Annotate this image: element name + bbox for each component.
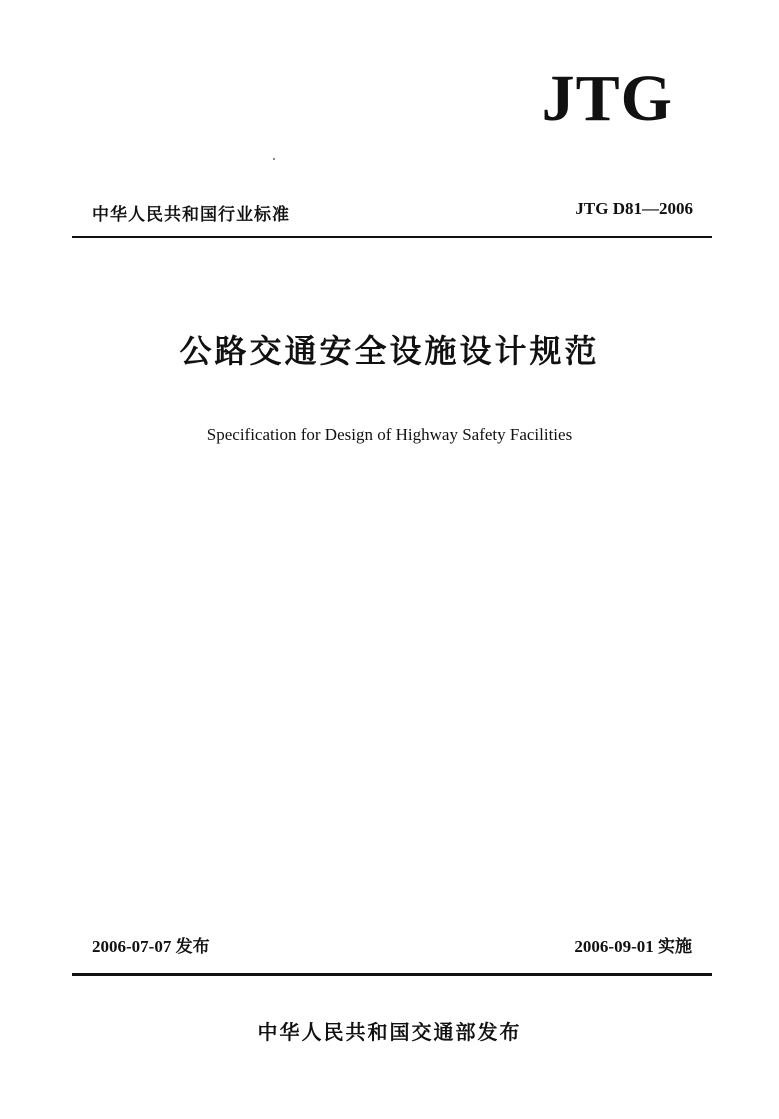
speck (273, 158, 275, 160)
publisher: 中华人民共和国交通部发布 (257, 1020, 522, 1044)
release-date: 2006-07-07 发布 (92, 937, 210, 956)
standard-number: JTG D81—2006 (575, 199, 693, 218)
document-title-chinese: 公路交通安全设施设计规范 (179, 332, 600, 370)
document-title-english: Specification for Design of Highway Safety Facilities (206, 425, 573, 444)
effective-date: 2006-09-01 实施 (574, 937, 692, 956)
bottom-divider (72, 973, 712, 976)
issuer-line: 中华人民共和国行业标准 (92, 205, 290, 225)
top-divider (72, 236, 712, 238)
brand-logo: JTG (541, 62, 673, 135)
